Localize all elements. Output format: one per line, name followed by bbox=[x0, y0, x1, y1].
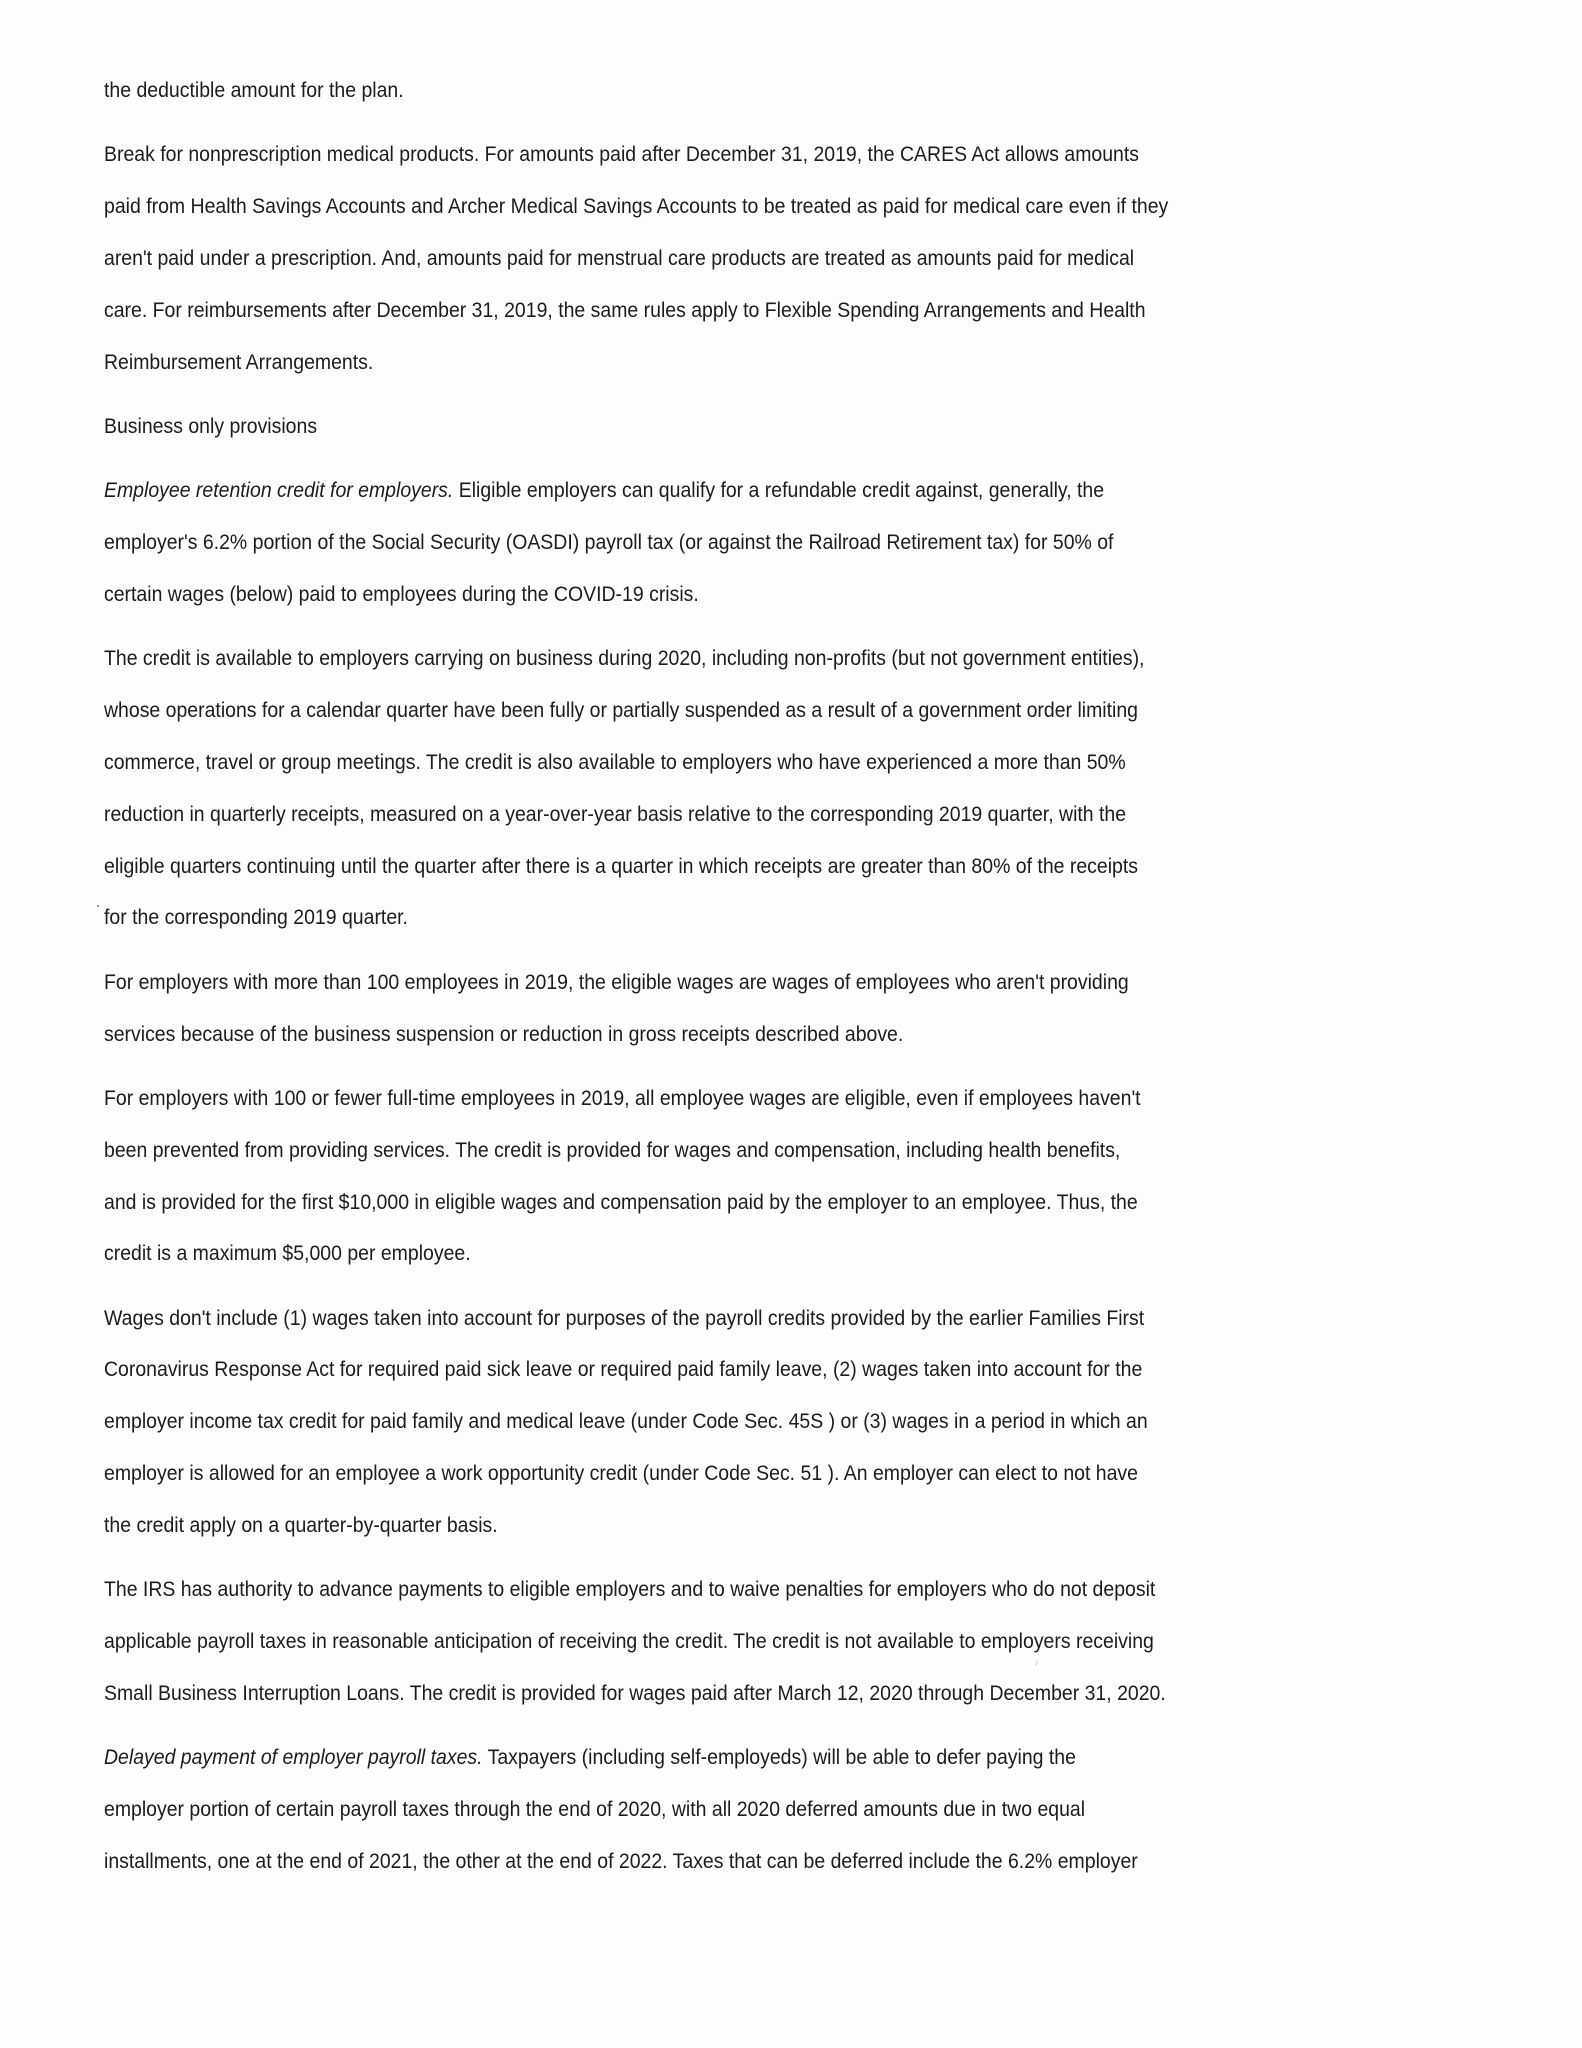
document-body bbox=[104, 65, 1434, 1900]
text-run: Eligible employers can qualify for a refundable credit against, generally, the bbox=[453, 478, 1105, 503]
text-run: Taxpayers (including self-employeds) will be able to defer paying the bbox=[482, 1745, 1076, 1770]
text-line: the credit apply on a quarter-by-quarter basis. bbox=[104, 1512, 498, 1537]
text-line bbox=[104, 465, 1308, 517]
text-line: eligible quarters continuing until the quarter after there is a quarter in which receipts are greater than 80% of the receipts bbox=[104, 853, 1139, 878]
text-line: employer is allowed for an employee a work opportunity credit (under Code Sec. 51 ). An employer can elect to not have bbox=[104, 1461, 1138, 1486]
text-line: Coronavirus Response Act for required paid sick leave or required paid family leave, (2) wages taken into account for the bbox=[104, 1357, 1143, 1382]
paragraph-lead-italic: Delayed payment of employer payroll taxes. bbox=[104, 1745, 483, 1770]
text-line bbox=[104, 1732, 1308, 1784]
text-line: For employers with more than 100 employees in 2019, the eligible wages are wages of employees who aren't providing bbox=[104, 969, 1129, 994]
text-line: services because of the business suspension or reduction in gross receipts described above. bbox=[104, 1021, 904, 1046]
text-line: For employers with 100 or fewer full-time employees in 2019, all employee wages are eligible, even if employees haven't bbox=[104, 1085, 1141, 1110]
text-line: certain wages (below) paid to employees during the COVID-19 crisis. bbox=[104, 581, 699, 606]
text-line: employer's 6.2% portion of the Social Security (OASDI) payroll tax (or against the Railroad Retirement tax) for 50% of bbox=[104, 530, 1114, 555]
paragraph-delayed-payroll-taxes bbox=[104, 1732, 1434, 1887]
paragraph-small-employers bbox=[104, 1073, 1434, 1280]
paragraph-employee-retention-credit bbox=[104, 465, 1434, 620]
text-line: The IRS has authority to advance payments to eligible employers and to waive penalties for employers who do not deposit bbox=[104, 1577, 1156, 1602]
paragraph-excluded-wages bbox=[104, 1293, 1434, 1552]
paragraph-credit-availability bbox=[104, 633, 1434, 944]
text-line: installments, one at the end of 2021, the other at the end of 2022. Taxes that can be deferred include the 6.2% employer bbox=[104, 1848, 1138, 1873]
scan-speck bbox=[97, 905, 99, 907]
paragraph-irs-authority bbox=[104, 1564, 1434, 1719]
text-line: employer portion of certain payroll taxes through the end of 2020, with all 2020 deferred amounts due in two equal bbox=[104, 1797, 1086, 1822]
text-line: Break for nonprescription medical products. For amounts paid after December 31, 2019, the CARES Act allows amounts bbox=[104, 142, 1140, 167]
paragraph-large-employers bbox=[104, 957, 1434, 1061]
text-line: the deductible amount for the plan. bbox=[104, 78, 404, 102]
text-line: commerce, travel or group meetings. The credit is also available to employers who have experienced a more than 50% bbox=[104, 749, 1126, 774]
paragraph-nonprescription-products bbox=[104, 129, 1434, 388]
text-line: paid from Health Savings Accounts and Archer Medical Savings Accounts to be treated as paid for medical care even if they bbox=[104, 194, 1169, 219]
text-line: Small Business Interruption Loans. The credit is provided for wages paid after March 12, 2020 through December 31, 2020. bbox=[104, 1680, 1166, 1705]
text-line: employer income tax credit for paid family and medical leave (under Code Sec. 45S ) or (3) wages in a period in which an bbox=[104, 1409, 1148, 1434]
paragraph-lead-italic: Employee retention credit for employers. bbox=[104, 478, 454, 503]
text-line: credit is a maximum $5,000 per employee. bbox=[104, 1241, 471, 1266]
section-heading-business-provisions bbox=[104, 401, 1434, 453]
text-line: Wages don't include (1) wages taken into account for purposes of the payroll credits provided by the earlier Families First bbox=[104, 1305, 1145, 1330]
text-line: Reimbursement Arrangements. bbox=[104, 349, 374, 374]
text-line: reduction in quarterly receipts, measured on a year-over-year basis relative to the corresponding 2019 quarter, with the bbox=[104, 801, 1127, 826]
section-heading: Business only provisions bbox=[104, 413, 318, 438]
text-line: and is provided for the first $10,000 in eligible wages and compensation paid by the employer to an employee. Thus, the bbox=[104, 1189, 1138, 1214]
text-line: for the corresponding 2019 quarter. bbox=[104, 905, 408, 930]
text-line: care. For reimbursements after December 31, 2019, the same rules apply to Flexible Spending Arrangements and Health bbox=[104, 297, 1146, 322]
paragraph-deductible-fragment bbox=[104, 65, 1434, 117]
text-line: The credit is available to employers carrying on business during 2020, including non-profits (but not government entities), bbox=[104, 646, 1145, 671]
text-line: been prevented from providing services. The credit is provided for wages and compensation, including health benefits, bbox=[104, 1137, 1121, 1162]
text-line: aren't paid under a prescription. And, amounts paid for menstrual care products are treated as amounts paid for medical bbox=[104, 245, 1135, 270]
text-line: applicable payroll taxes in reasonable anticipation of receiving the credit. The credit is not available to employers receiving bbox=[104, 1629, 1154, 1654]
text-line: whose operations for a calendar quarter have been fully or partially suspended as a result of a government order limiting bbox=[104, 698, 1139, 723]
